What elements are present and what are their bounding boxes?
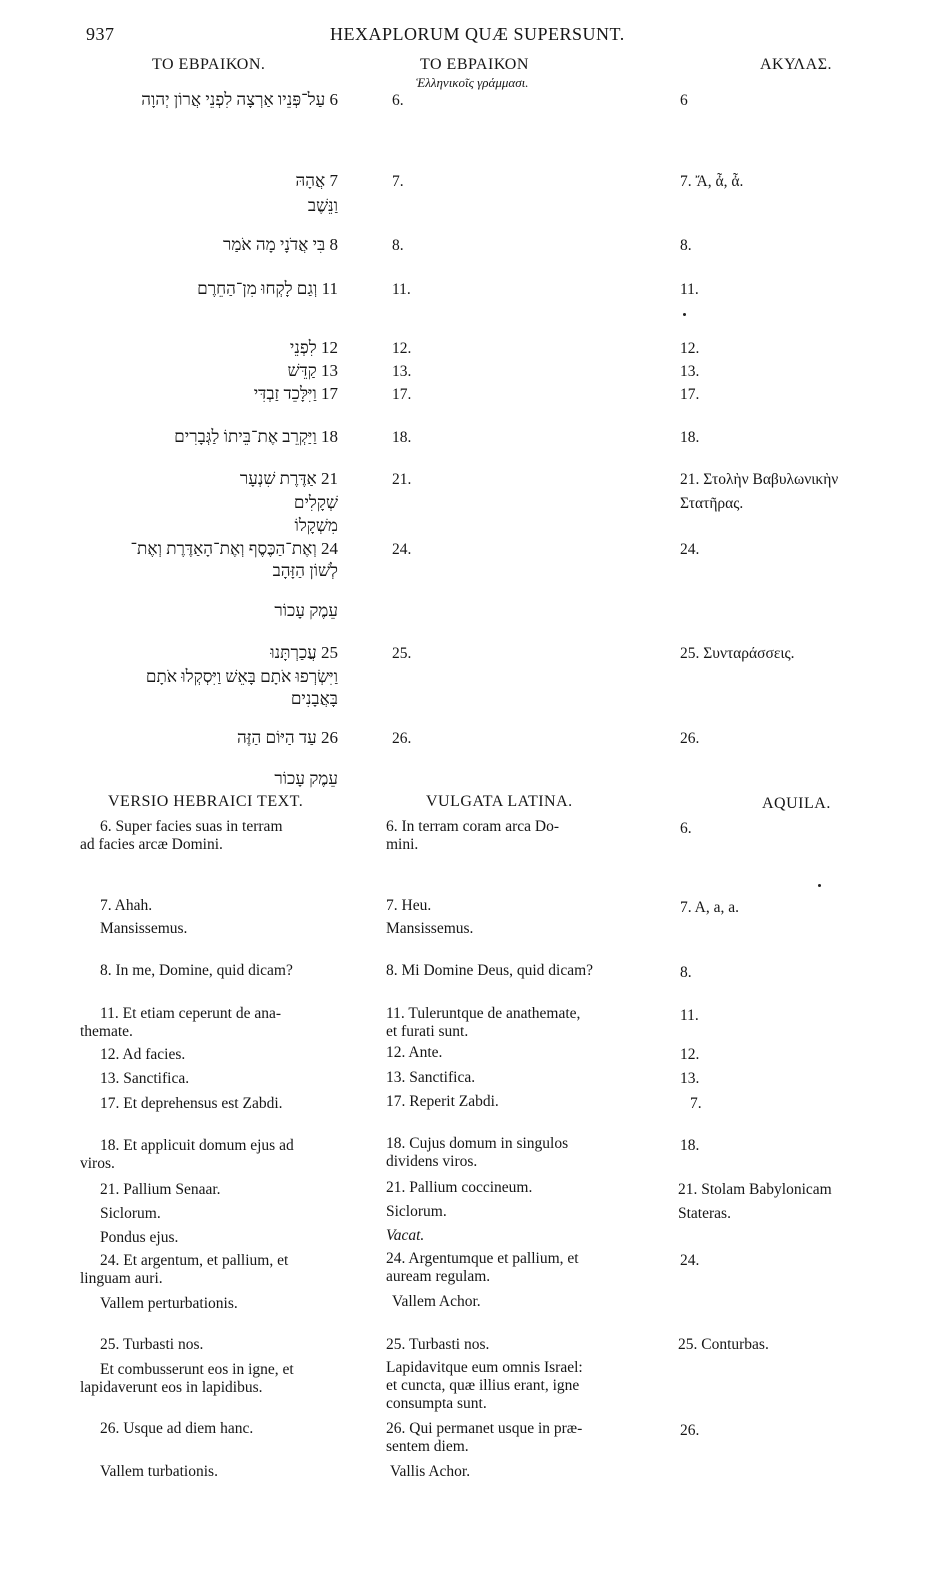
aquila-verse: 24. [680, 541, 700, 558]
hebrew-verse: לְשׁוֹן הַזָּהָב [272, 561, 338, 580]
versio-line: Pondus ejus. [100, 1229, 179, 1246]
vulgata-line: Lapidavitque eum omnis Israel: [386, 1359, 583, 1376]
vulgata-line: et furati sunt. [386, 1023, 469, 1040]
running-title: HEXAPLORUM QUÆ SUPERSUNT. [330, 24, 625, 44]
vulgata-line: Siclorum. [386, 1203, 447, 1220]
greek-verse-number: 18. [392, 429, 412, 446]
hebrew-verse: 13 קַדֵּשׁ [287, 361, 338, 380]
hebrew-verse: 7 אֲהָהּ [295, 171, 338, 190]
vulgata-line: 11. Tuleruntque de anathemate, [386, 1005, 581, 1022]
aquila-verse: 18. [680, 429, 700, 446]
vulgata-line: Mansissemus. [386, 920, 474, 937]
aquila-verse: 26. [680, 730, 700, 747]
aquila-verse: 21. Στολὴν Βαβυλωνικὴν [680, 471, 839, 488]
aquila-latin-line: 24. [680, 1252, 700, 1269]
vulgata-line: 7. Heu. [386, 897, 432, 914]
aquila-verse: Στατῆρας. [680, 495, 744, 512]
versio-line: 18. Et applicuit domum ejus ad [100, 1137, 294, 1154]
greek-verse-number: 7. [392, 173, 404, 190]
aquila-latin-line: 18. [680, 1137, 700, 1154]
versio-line: linguam auri. [80, 1270, 163, 1287]
stray-dot [818, 884, 821, 887]
greek-verse-number: 21. [392, 471, 412, 488]
versio-line: 17. Et deprehensus est Zabdi. [100, 1095, 283, 1112]
aquila-verse: 7. Ἄ, ἆ, ἆ. [680, 173, 744, 190]
vulgata-line: Vacat. [386, 1227, 425, 1244]
versio-line: 8. In me, Domine, quid dicam? [100, 962, 293, 979]
hebrew-verse: 21 אַדֶּרֶת שִׁנְעָר [239, 469, 338, 488]
aquila-latin-line: 8. [680, 964, 692, 981]
greek-verse-number: 11. [392, 281, 411, 298]
versio-line: 11. Et etiam ceperunt de ana- [100, 1005, 282, 1022]
aquila-latin-column-header: AQUILA. [762, 795, 831, 812]
vulgata-line: 8. Mi Domine Deus, quid dicam? [386, 962, 594, 979]
greek-verse-number: 17. [392, 386, 412, 403]
aquila-latin-line: 7. A, a, a. [680, 899, 739, 916]
hebrew-verse: עֵמֶק עָכוֹר [274, 769, 338, 788]
versio-line: Siclorum. [100, 1205, 161, 1222]
hebrew-verse: וַיִּשְׂרְפוּ אֹתָם בָּאֵשׁ וַיִּסְקְלוּ אֹתָם [145, 667, 338, 686]
hebrew-verse: 26 עַד הַיּוֹם הַזֶּה [236, 728, 338, 747]
aquila-verse: 25. Συνταράσσεις. [680, 645, 795, 662]
aquila-latin-line: 26. [680, 1422, 700, 1439]
versio-line: 12. Ad facies. [100, 1046, 186, 1063]
versio-line: 21. Pallium Senaar. [100, 1181, 221, 1198]
vulgata-line: 13. Sanctifica. [386, 1069, 476, 1086]
vulgata-line: 26. Qui permanet usque in præ- [386, 1420, 583, 1437]
hebrew-verse: בָּאֲבָנִים [290, 689, 338, 708]
vulgata-line: sentem diem. [386, 1438, 469, 1455]
hebrew-column-header: ΤΟ ΕΒΡΑΙΚΟΝ. [152, 56, 266, 73]
greek-verse-number: 13. [392, 363, 412, 380]
aquila-verse: 13. [680, 363, 700, 380]
vulgata-line: mini. [386, 836, 419, 853]
aquila-latin-line: 21. Stolam Babylonicam [678, 1181, 832, 1198]
hebrew-verse: מִשְׁקָלוֹ [294, 516, 338, 535]
aquila-latin-line: Stateras. [678, 1205, 731, 1222]
page-number: 937 [86, 24, 115, 44]
vulgata-column-header: VULGATA LATINA. [426, 793, 573, 810]
greek-verse-number: 25. [392, 645, 412, 662]
aquila-latin-line: 12. [680, 1046, 700, 1063]
greek-verse-number: 24. [392, 541, 412, 558]
hebrew-verse: 25 עֲכַרְתָּנוּ [270, 643, 338, 662]
hebrew-verse: שְׁקָלִים [293, 493, 338, 512]
vulgata-line: et cuncta, quæ illius erant, igne [386, 1377, 580, 1394]
hebrew-verse: 24 וְאֶת־הַכֶּסֶף וְאֶת־הָאַדֶּרֶת וְאֶת־ [130, 539, 338, 558]
vulgata-line: consumpta sunt. [386, 1395, 487, 1412]
hebrew-verse: 8 בִּי אֲדֹנָי מָה אֹמַר [223, 235, 338, 254]
aquila-latin-line: 7. [690, 1095, 702, 1112]
vulgata-line: 24. Argentumque et pallium, et [386, 1250, 579, 1267]
versio-line: 6. Super facies suas in terram [100, 818, 283, 835]
vulgata-line: dividens viros. [386, 1153, 478, 1170]
vulgata-line: 18. Cujus domum in singulos [386, 1135, 569, 1152]
greek-verse-number: 8. [392, 237, 404, 254]
vulgata-line: auream regulam. [386, 1268, 491, 1285]
aquila-verse: 6 [680, 92, 688, 109]
versio-column-header: VERSIO HEBRAICI TEXT. [108, 793, 304, 810]
aquila-greek-column-header: ΑΚΥΛΑΣ. [760, 56, 833, 73]
hebrew-verse: 11 וְגַם לָקְחוּ מִן־הַחֵרֶם [197, 279, 338, 298]
vulgata-line: Vallis Achor. [390, 1463, 471, 1480]
versio-line: 24. Et argentum, et pallium, et [100, 1252, 289, 1269]
greek-transliteration-subheader: Ἑλληνικοῖς γράμμασι. [416, 75, 529, 90]
versio-line: 7. Ahah. [100, 897, 153, 914]
versio-line: Mansissemus. [100, 920, 188, 937]
versio-line: viros. [80, 1155, 115, 1172]
versio-line: Et combusserunt eos in igne, et [100, 1361, 294, 1378]
aquila-latin-line: 13. [680, 1070, 700, 1087]
vulgata-line: 21. Pallium coccineum. [386, 1179, 533, 1196]
greek-verse-number: 12. [392, 340, 412, 357]
versio-line: themate. [80, 1023, 133, 1040]
greek-transliteration-column-header: ΤΟ ΕΒΡΑΙΚΟΝ [420, 56, 529, 73]
vulgata-line: Vallem Achor. [392, 1293, 481, 1310]
aquila-verse: 17. [680, 386, 700, 403]
aquila-verse: 12. [680, 340, 700, 357]
versio-line: lapidaverunt eos in lapidibus. [80, 1379, 263, 1396]
versio-line: 13. Sanctifica. [100, 1070, 190, 1087]
aquila-verse: 11. [680, 281, 699, 298]
aquila-latin-line: 6. [680, 820, 692, 837]
hebrew-verse: עֵמֶק עָכוֹר [274, 601, 338, 620]
hebrew-verse: 6 עַל־פְּנֵיו אַרְצָה לִפְנֵי אֲרוֹן יְהוָה [141, 90, 338, 109]
versio-line: Vallem turbationis. [100, 1463, 218, 1480]
hebrew-verse: וַנֵּשֶׁב [307, 196, 338, 215]
versio-line: 26. Usque ad diem hanc. [100, 1420, 254, 1437]
versio-line: 25. Turbasti nos. [100, 1336, 204, 1353]
aquila-verse: 8. [680, 237, 692, 254]
aquila-latin-line: 11. [680, 1007, 699, 1024]
vulgata-line: 12. Ante. [386, 1044, 443, 1061]
hebrew-verse: 18 וַיַּקְרֵב אֶת־בֵּיתוֹ לַגְּבָרִים [174, 427, 338, 446]
vulgata-line: 6. In terram coram arca Do- [386, 818, 559, 835]
stray-dot [683, 313, 686, 316]
vulgata-line: 25. Turbasti nos. [386, 1336, 490, 1353]
versio-line: Vallem perturbationis. [100, 1295, 238, 1312]
greek-verse-number: 26. [392, 730, 412, 747]
greek-verse-number: 6. [392, 92, 404, 109]
versio-line: ad facies arcæ Domini. [80, 836, 223, 853]
vulgata-line: 17. Reperit Zabdi. [386, 1093, 499, 1110]
hebrew-verse: 17 וַיִּלָּכֵד זַבְדִּי [253, 384, 338, 403]
hebrew-verse: 12 לִפְנֵי [289, 338, 338, 357]
aquila-latin-line: 25. Conturbas. [678, 1336, 769, 1353]
